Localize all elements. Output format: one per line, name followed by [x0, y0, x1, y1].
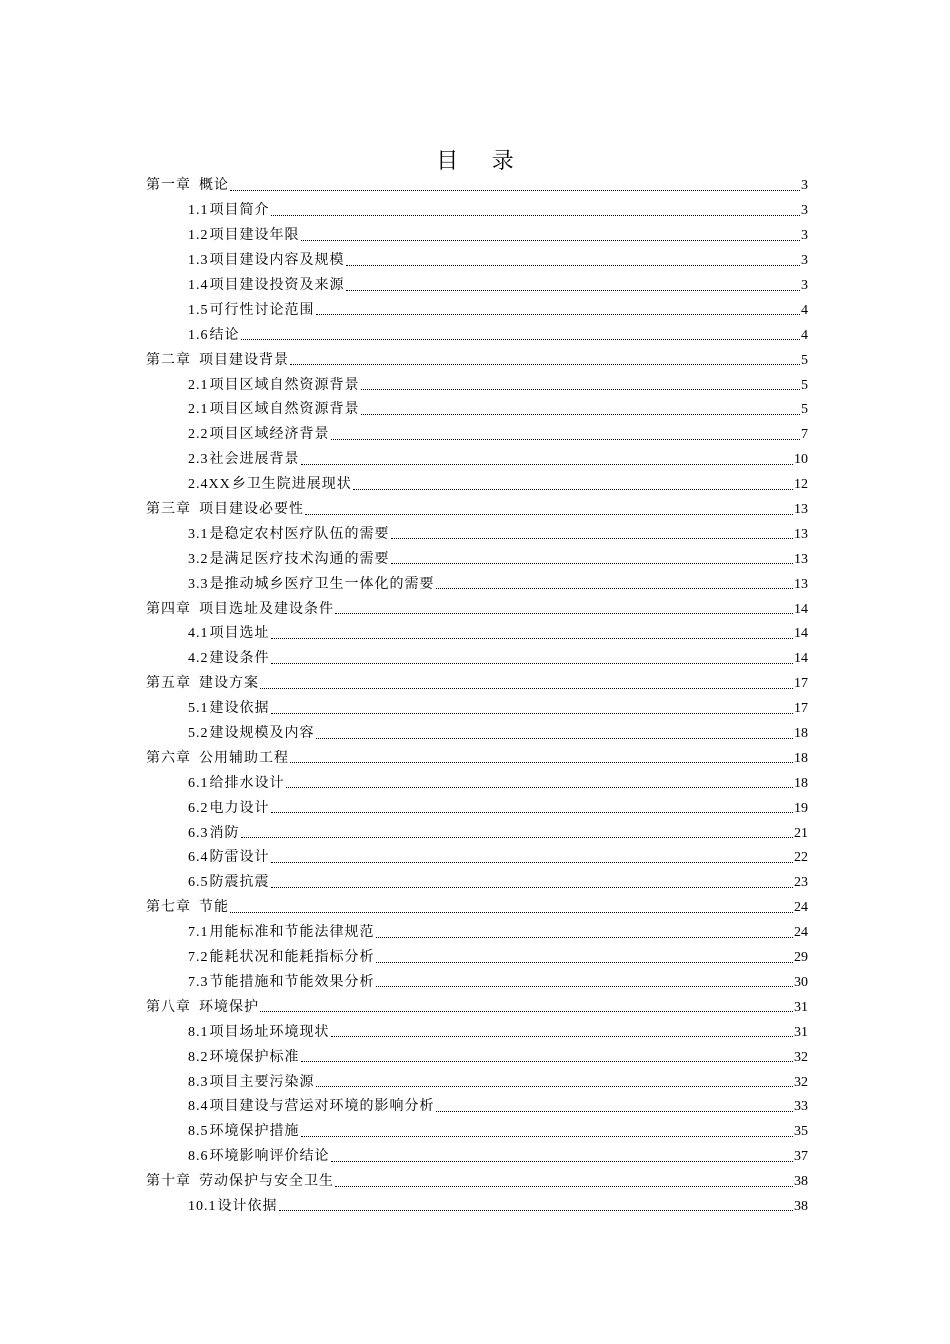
toc-entry-label: [188, 551, 390, 569]
toc-entry-number: 6.3: [188, 825, 209, 841]
toc-dot-leader: [241, 837, 794, 838]
toc-dot-leader: [346, 290, 801, 291]
toc-page-number: 14: [794, 626, 808, 642]
toc-entry-label: [188, 476, 352, 494]
toc-entry-label: [146, 899, 229, 917]
toc-entry-text: 项目区域自然资源背景: [209, 402, 360, 418]
toc-entry-label: [188, 327, 240, 345]
toc-section-entry[interactable]: [146, 323, 808, 348]
toc-page-number: 32: [794, 1074, 808, 1090]
toc-dot-leader: [305, 514, 793, 515]
toc-section-entry[interactable]: [146, 946, 808, 971]
toc-section-entry[interactable]: [146, 249, 808, 274]
toc-entry-label: [188, 277, 345, 295]
toc-entry-text: 劳动保护与安全卫生: [199, 1174, 334, 1190]
toc-entry-label: [146, 1173, 334, 1191]
toc-dot-leader: [279, 1210, 794, 1211]
toc-entry-number: 2.3: [188, 452, 209, 468]
toc-entry-number: 6.4: [188, 850, 209, 866]
toc-dot-leader: [271, 215, 801, 216]
toc-page-number: 14: [794, 601, 808, 617]
toc-section-entry[interactable]: [146, 298, 808, 323]
toc-entry-label: [188, 974, 375, 992]
toc-page-number: 7: [801, 427, 808, 443]
toc-entry-number: 1.2: [188, 228, 209, 244]
toc-page-number: 21: [794, 825, 808, 841]
toc-page-number: 32: [794, 1049, 808, 1065]
toc-section-entry[interactable]: [146, 274, 808, 299]
toc-dot-leader: [241, 339, 801, 340]
toc-page-number: 10: [794, 452, 808, 468]
toc-entry-label: [188, 202, 270, 220]
toc-chapter-entry[interactable]: [146, 995, 808, 1020]
toc-dot-leader: [290, 762, 793, 763]
toc-entry-text: 项目建设背景: [199, 352, 289, 368]
toc-entry-number: 2.1: [188, 402, 209, 418]
toc-entry-text: 项目区域自然资源背景: [209, 377, 360, 393]
toc-entry-text: 项目建设年限: [209, 228, 300, 244]
toc-entry-number: 第二章: [146, 352, 191, 368]
toc-section-entry[interactable]: [146, 572, 808, 597]
toc-entry-text: 环境保护: [199, 999, 259, 1015]
toc-page-number: 13: [794, 551, 808, 567]
toc-chapter-entry[interactable]: [146, 498, 808, 523]
toc-page-number: 30: [794, 974, 808, 990]
toc-entry-number: 第七章: [146, 900, 191, 916]
toc-entry-label: [146, 675, 259, 693]
toc-entry-text: 防震抗震: [209, 875, 270, 891]
toc-entry-text: 项目建设投资及来源: [209, 278, 345, 293]
toc-dot-leader: [316, 738, 794, 739]
toc-page-number: 31: [794, 1024, 808, 1040]
toc-entry-number: 1.5: [188, 302, 209, 318]
toc-entry-label: [146, 352, 289, 370]
toc-entry-label: [188, 1098, 435, 1116]
toc-entry-text: 公用辅助工程: [199, 750, 289, 766]
toc-dot-leader: [271, 862, 794, 863]
toc-entry-label: [188, 700, 270, 718]
toc-entry-number: 7.3: [188, 974, 209, 990]
toc-entry-label: [188, 725, 315, 743]
toc-page-number: 33: [794, 1099, 808, 1115]
toc-entry-number: 第十章: [146, 1174, 191, 1190]
toc-page-number: 37: [794, 1149, 808, 1165]
toc-page-number: 3: [801, 253, 808, 269]
toc-entry-label: [188, 1074, 315, 1092]
toc-dot-leader: [391, 538, 794, 539]
toc-entry-number: 10.1: [188, 1198, 217, 1214]
toc-entry-number: 8.5: [188, 1124, 209, 1140]
toc-entry-label: [188, 1198, 278, 1216]
toc-entry-label: [188, 1024, 330, 1042]
toc-entry-text: 是推动城乡医疗卫生一体化的需要: [209, 576, 435, 592]
toc-entry-number: 第一章: [146, 178, 191, 194]
toc-entry-text: 防雷设计: [209, 850, 270, 866]
toc-section-entry[interactable]: [146, 622, 808, 647]
toc-entry-number: 4.1: [188, 626, 209, 642]
toc-chapter-entry[interactable]: [146, 597, 808, 622]
toc-dot-leader: [353, 489, 793, 490]
toc-dot-leader: [301, 240, 801, 241]
toc-entry-number: 第三章: [146, 502, 191, 518]
toc-dot-leader: [436, 588, 794, 589]
toc-entry-label: [146, 501, 304, 519]
toc-page-number: 4: [801, 302, 808, 318]
toc-section-entry[interactable]: [146, 971, 808, 996]
toc-entry-number: 8.3: [188, 1074, 209, 1090]
toc-entry-text: 能耗状况和能耗指标分析: [209, 950, 375, 966]
toc-entry-text: 项目建设与营运对环境的影响分析: [209, 1099, 435, 1115]
toc-page-number: 38: [794, 1198, 808, 1214]
toc-section-entry[interactable]: [146, 1195, 808, 1220]
toc-entry-text: 项目选址: [209, 626, 270, 642]
toc-entry-number: 3.1: [188, 526, 209, 542]
toc-dot-leader: [376, 986, 794, 987]
toc-entry-text: 消防: [209, 825, 240, 841]
toc-page-number: 5: [801, 377, 808, 393]
toc-entry-number: 第四章: [146, 601, 191, 617]
toc-dot-leader: [290, 364, 800, 365]
toc-entry-number: 第五章: [146, 676, 191, 692]
toc-chapter-entry[interactable]: [146, 672, 808, 697]
toc-entry-text: 给排水设计: [209, 775, 285, 791]
toc-dot-leader: [271, 812, 794, 813]
toc-page-number: 5: [801, 352, 808, 368]
toc-page-number: 29: [794, 950, 808, 966]
toc-dot-leader: [301, 464, 794, 465]
toc-entry-number: 1.4: [188, 278, 209, 293]
toc-page-number: 14: [794, 651, 808, 667]
toc-section-entry[interactable]: [146, 1120, 808, 1145]
toc-dot-leader: [260, 1011, 793, 1012]
toc-section-entry[interactable]: [146, 796, 808, 821]
toc-section-entry[interactable]: [146, 398, 808, 423]
toc-section-entry[interactable]: [146, 423, 808, 448]
toc-page-number: 12: [794, 477, 808, 493]
toc-section-entry[interactable]: [146, 647, 808, 672]
toc-entry-label: [188, 1123, 300, 1141]
toc-entry-text: 项目简介: [209, 203, 270, 219]
toc-section-entry[interactable]: [146, 1145, 808, 1170]
toc-entry-text: 结论: [209, 327, 240, 343]
toc-dot-leader: [331, 1161, 794, 1162]
toc-dot-leader: [361, 414, 801, 415]
toc-dot-leader: [331, 1036, 794, 1037]
toc-entry-label: [188, 401, 360, 419]
toc-entry-label: [188, 1148, 330, 1166]
toc-page-number: 23: [794, 875, 808, 891]
toc-section-entry[interactable]: [146, 821, 808, 846]
toc-entry-text: 乡卫生院进展现状: [231, 477, 352, 493]
toc-entry-number: 2.2: [188, 427, 209, 443]
toc-page-number: 5: [801, 402, 808, 418]
toc-section-entry[interactable]: [146, 1045, 808, 1070]
toc-entry-label: [146, 999, 259, 1017]
toc-entry-label: [188, 825, 240, 843]
toc-dot-leader: [301, 1061, 794, 1062]
page-title: 目 录: [436, 148, 528, 173]
toc-dot-leader: [346, 265, 801, 266]
toc-chapter-entry[interactable]: [146, 1170, 808, 1195]
toc-dot-leader: [230, 190, 800, 191]
toc-entry-number: 4.2: [188, 651, 209, 667]
toc-page-number: 18: [794, 775, 808, 791]
toc-entry-label: [188, 227, 300, 245]
toc-dot-leader: [436, 1111, 794, 1112]
toc-entry-number: 2.4XX: [188, 477, 231, 493]
toc-entry-text: 是稳定农村医疗队伍的需要: [209, 526, 390, 542]
toc-entry-label: [188, 1049, 300, 1067]
toc-dot-leader: [331, 439, 801, 440]
toc-entry-text: 项目建设必要性: [199, 502, 304, 518]
toc-page-number: 3: [801, 228, 808, 244]
toc-entry-number: 1.1: [188, 203, 209, 219]
toc-entry-label: [188, 800, 270, 818]
toc-section-entry[interactable]: [146, 522, 808, 547]
toc-dot-leader: [316, 314, 801, 315]
toc-entry-number: 5.2: [188, 726, 209, 742]
toc-entry-text: 项目场址环境现状: [209, 1024, 330, 1040]
toc-dot-leader: [260, 688, 793, 689]
toc-section-entry[interactable]: [146, 199, 808, 224]
toc-dot-leader: [271, 887, 794, 888]
toc-section-entry[interactable]: [146, 547, 808, 572]
toc-entry-number: 8.2: [188, 1049, 209, 1065]
toc-chapter-entry[interactable]: [146, 348, 808, 373]
toc-entry-text: 建设方案: [199, 676, 259, 692]
toc-dot-leader: [335, 613, 793, 614]
toc-dot-leader: [271, 713, 794, 714]
toc-entry-label: [188, 526, 390, 544]
toc-entry-number: 8.1: [188, 1024, 209, 1040]
toc-entry-label: [146, 750, 289, 768]
toc-section-entry[interactable]: [146, 473, 808, 498]
toc-entry-text: 是满足医疗技术沟通的需要: [209, 551, 390, 567]
toc-page-number: 38: [794, 1174, 808, 1190]
toc-section-entry[interactable]: [146, 1020, 808, 1045]
toc-section-entry[interactable]: [146, 722, 808, 747]
toc-entry-label: [188, 650, 270, 668]
toc-entry-number: 8.4: [188, 1099, 209, 1115]
toc-dot-leader: [271, 638, 794, 639]
toc-entry-label: [188, 849, 270, 867]
toc-entry-label: [188, 625, 270, 643]
toc-entry-text: 建设规模及内容: [209, 726, 315, 742]
toc-entry-text: 电力设计: [209, 800, 270, 816]
toc-page-number: 4: [801, 327, 808, 343]
toc-entry-number: 第六章: [146, 750, 191, 766]
toc-entry-label: [188, 252, 345, 270]
toc-entry-text: 节能: [199, 900, 229, 916]
toc-page-number: 13: [794, 576, 808, 592]
toc-section-entry[interactable]: [146, 1070, 808, 1095]
toc-dot-leader: [301, 1136, 794, 1137]
toc-section-entry[interactable]: [146, 871, 808, 896]
toc-section-entry[interactable]: [146, 224, 808, 249]
toc-entry-label: [188, 576, 435, 594]
toc-chapter-entry[interactable]: [146, 746, 808, 771]
toc-entry-text: 概论: [199, 178, 229, 194]
toc-page-number: 3: [801, 278, 808, 293]
toc-entry-text: 可行性讨论范围: [209, 302, 315, 318]
toc-entry-label: [188, 874, 270, 892]
toc-entry-label: [188, 426, 330, 444]
toc-entry-text: 项目建设内容及规模: [209, 253, 345, 269]
toc-dot-leader: [376, 962, 794, 963]
toc-dot-leader: [316, 1086, 794, 1087]
toc-page-number: 35: [794, 1124, 808, 1140]
toc-section-entry[interactable]: [146, 373, 808, 398]
toc-entry-text: 社会进展背景: [209, 452, 300, 468]
toc-entry-number: 1.3: [188, 253, 209, 269]
toc-entry-text: 项目选址及建设条件: [199, 601, 334, 617]
toc-page-number: 22: [794, 850, 808, 866]
toc-dot-leader: [271, 663, 794, 664]
toc-page-number: 18: [794, 726, 808, 742]
toc-entry-label: [146, 177, 229, 195]
toc-entry-label: [188, 775, 285, 793]
toc-entry-number: 3.2: [188, 551, 209, 567]
toc-page-number: 17: [794, 701, 808, 717]
toc-entry-text: 项目主要污染源: [209, 1074, 315, 1090]
toc-page-number: 24: [794, 925, 808, 941]
toc-entry-text: 建设依据: [209, 701, 270, 717]
toc-entry-label: [188, 302, 315, 320]
toc-entry-number: 8.6: [188, 1149, 209, 1165]
toc-entry-text: 环境保护标准: [209, 1049, 300, 1065]
toc-entry-label: [146, 601, 334, 619]
toc-entry-number: 3.3: [188, 576, 209, 592]
toc-dot-leader: [335, 1186, 793, 1187]
toc-entry-number: 7.2: [188, 950, 209, 966]
toc-page-number: 18: [794, 750, 808, 766]
toc-entry-number: 7.1: [188, 925, 209, 941]
toc-entry-number: 5.1: [188, 701, 209, 717]
table-of-contents: [146, 174, 808, 1219]
toc-chapter-entry[interactable]: [146, 174, 808, 199]
toc-page-number: 31: [794, 999, 808, 1015]
toc-entry-label: [188, 924, 375, 942]
toc-page-number: 19: [794, 800, 808, 816]
toc-entry-label: [188, 949, 375, 967]
toc-entry-text: 节能措施和节能效果分析: [209, 974, 375, 990]
toc-entry-number: 1.6: [188, 327, 209, 343]
toc-entry-text: 设计依据: [217, 1198, 278, 1214]
toc-section-entry[interactable]: [146, 921, 808, 946]
toc-section-entry[interactable]: [146, 1095, 808, 1120]
toc-entry-label: [188, 377, 360, 395]
toc-dot-leader: [376, 937, 794, 938]
toc-entry-number: 第八章: [146, 999, 191, 1015]
toc-entry-text: 环境保护措施: [209, 1124, 300, 1140]
toc-page-number: 17: [794, 676, 808, 692]
toc-page-number: 24: [794, 900, 808, 916]
toc-page-number: 3: [801, 203, 808, 219]
toc-entry-number: 2.1: [188, 377, 209, 393]
toc-entry-text: 建设条件: [209, 651, 270, 667]
toc-dot-leader: [286, 787, 794, 788]
toc-page-number: 13: [794, 526, 808, 542]
toc-section-entry[interactable]: [146, 771, 808, 796]
toc-dot-leader: [361, 389, 801, 390]
toc-entry-number: 6.1: [188, 775, 209, 791]
toc-section-entry[interactable]: [146, 846, 808, 871]
toc-section-entry[interactable]: [146, 697, 808, 722]
toc-entry-text: 项目区域经济背景: [209, 427, 330, 443]
toc-entry-number: 6.2: [188, 800, 209, 816]
toc-entry-label: [188, 451, 300, 469]
toc-dot-leader: [230, 912, 793, 913]
toc-entry-number: 6.5: [188, 875, 209, 891]
toc-entry-text: 环境影响评价结论: [209, 1149, 330, 1165]
toc-dot-leader: [391, 563, 794, 564]
toc-page-number: 13: [794, 502, 808, 518]
toc-entry-text: 用能标准和节能法律规范: [209, 925, 375, 941]
toc-section-entry[interactable]: [146, 448, 808, 473]
toc-page-number: 3: [801, 178, 808, 194]
toc-chapter-entry[interactable]: [146, 896, 808, 921]
